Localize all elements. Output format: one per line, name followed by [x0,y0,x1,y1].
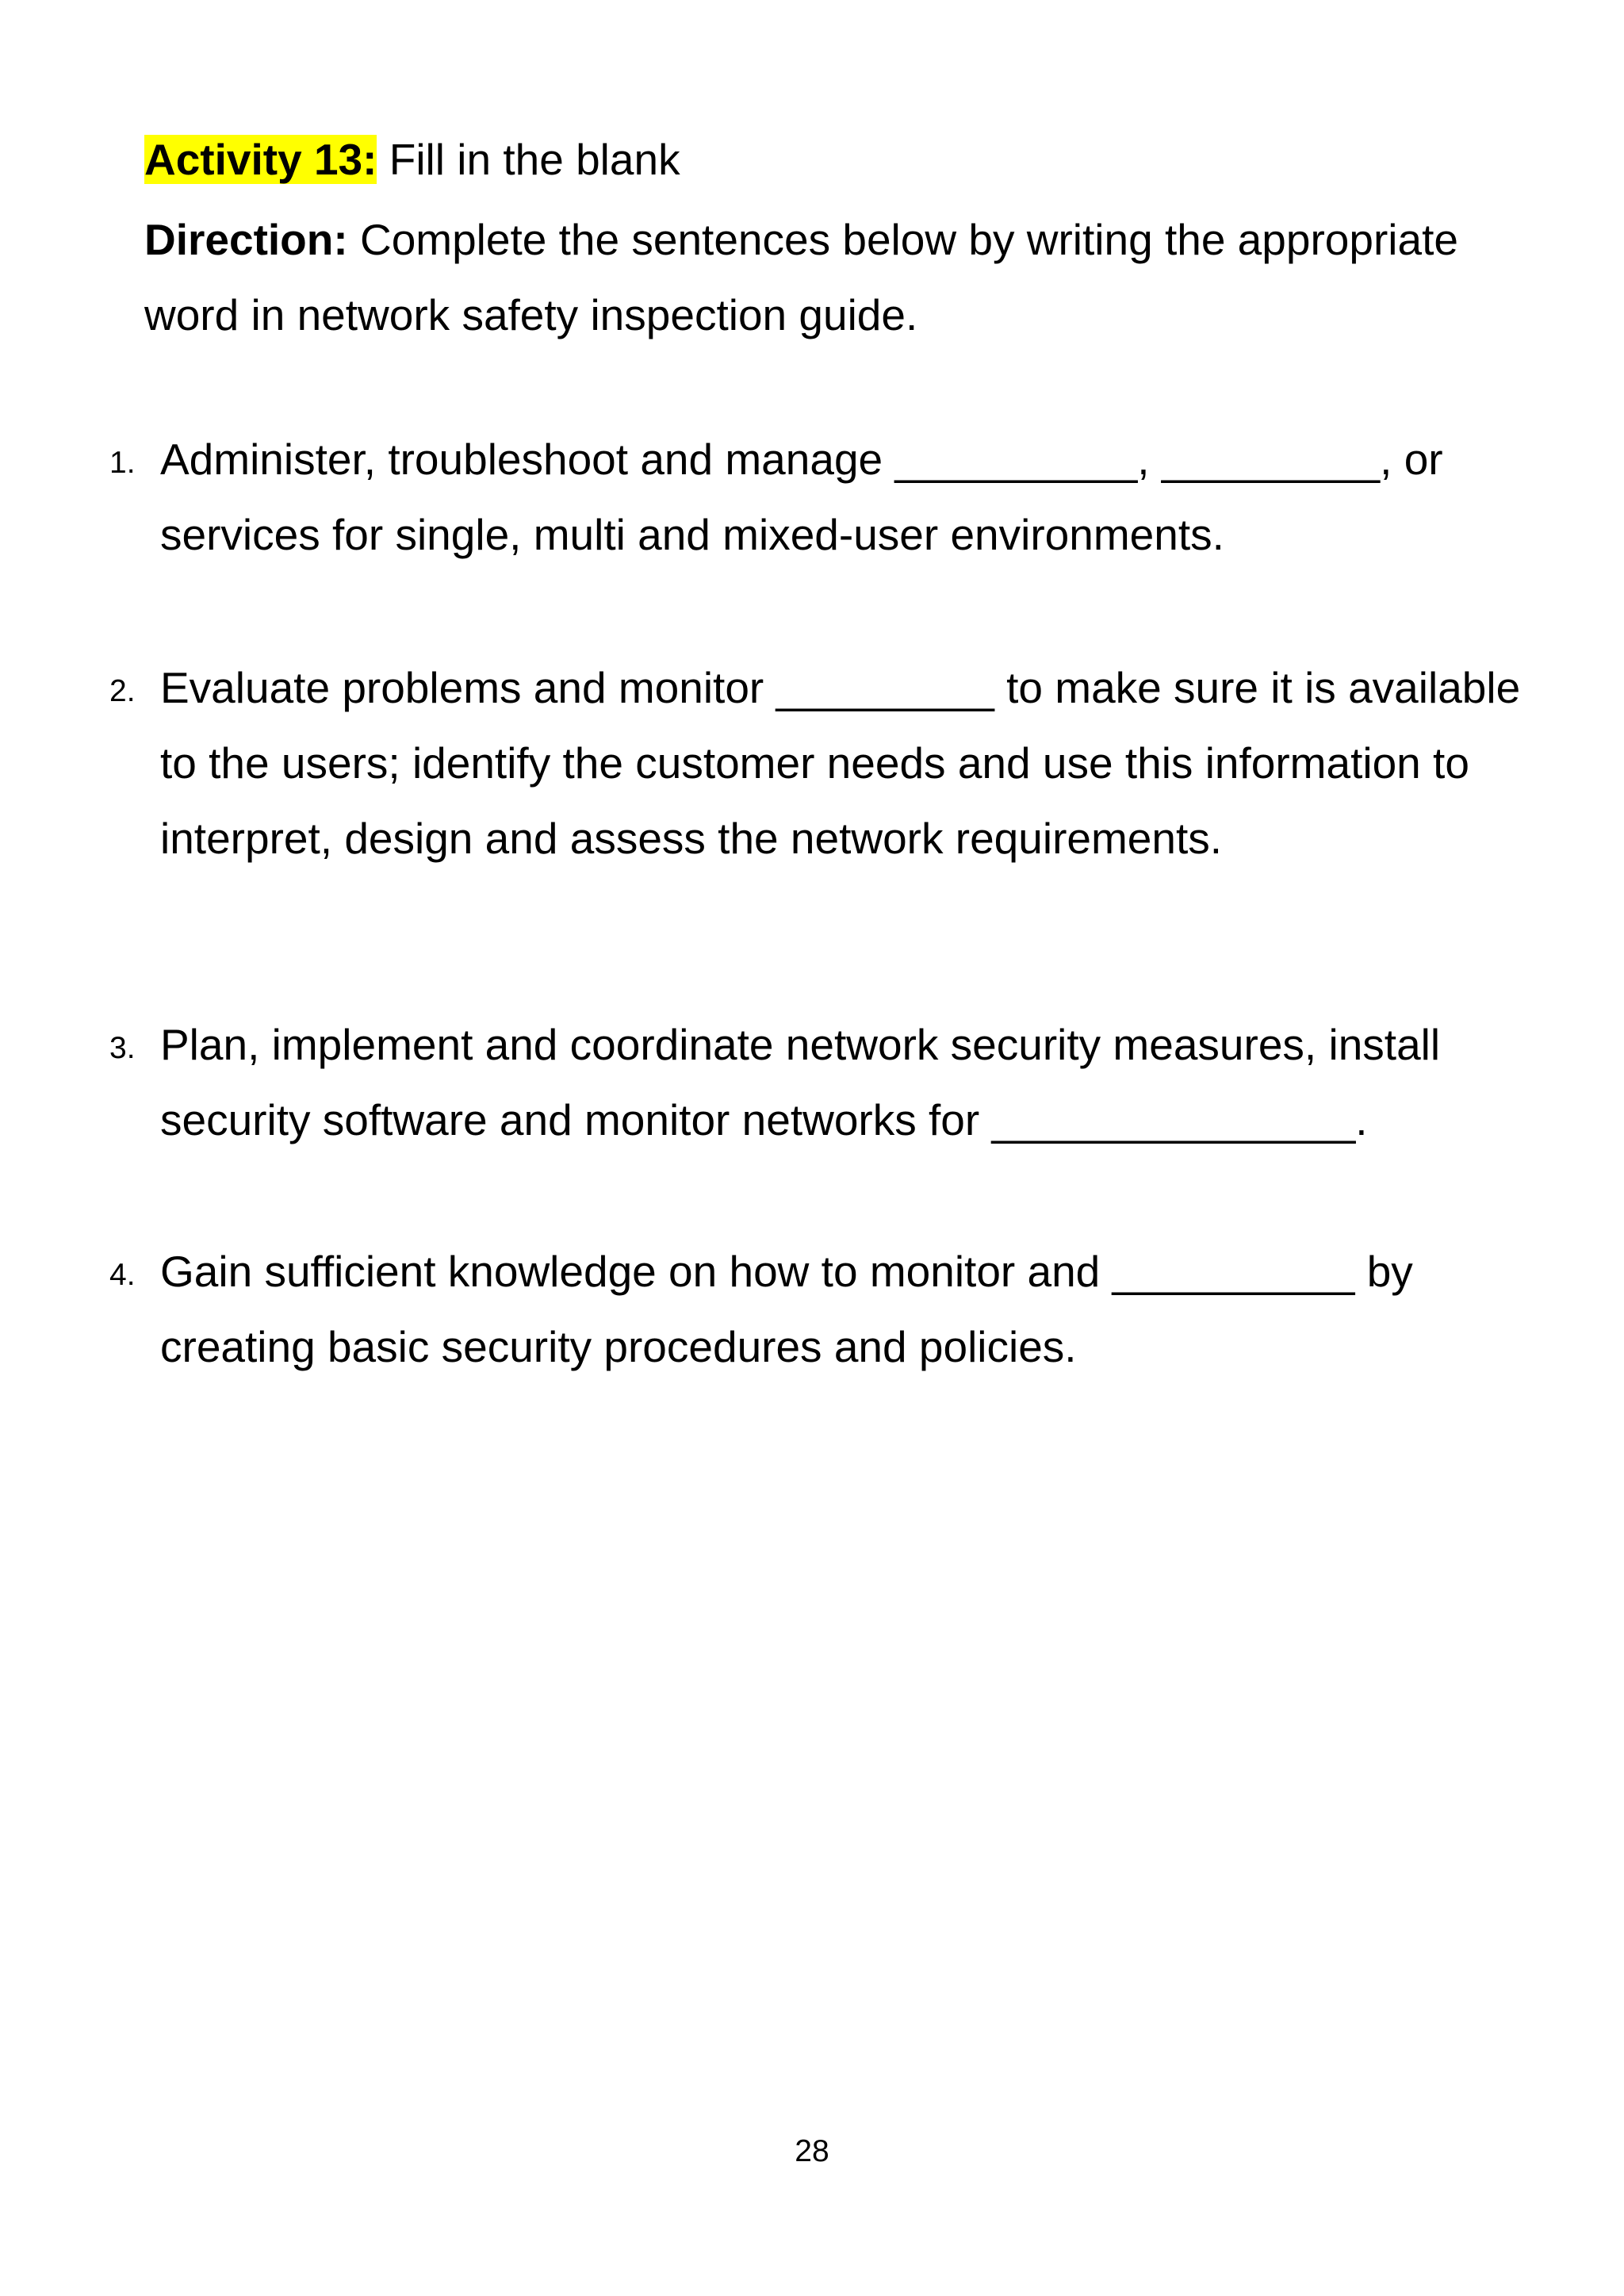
direction-text: Complete the sentences below by writing the appropriate word in network safety inspection guide. [144,215,1458,339]
activity-label: Activity 13: [144,135,377,184]
list-item-text: Gain sufficient knowledge on how to monitor and __________ by creating basic security procedures and policies. [160,1247,1413,1371]
list-item-number: 1. [109,446,136,480]
direction-paragraph [144,202,1540,353]
list-item-text: Plan, implement and coordinate network security measures, install security software and monitor networks for _______________. [160,1020,1441,1144]
activity-heading [144,131,680,188]
list-item-text: Administer, troubleshoot and manage __________, _________, or services for single, multi and mixed-user environments. [160,435,1443,559]
list-item-number: 3. [109,1031,136,1065]
list-item-text: Evaluate problems and monitor _________ to make sure it is available to the users; identify the customer needs and use this information to interpret, design and assess the network requirements. [160,663,1521,863]
direction-label: Direction: [144,215,348,264]
list-item-number: 2. [109,674,136,708]
activity-title: Fill in the blank [377,135,680,184]
page-number: 28 [795,2134,829,2168]
list-item-number: 4. [109,1258,136,1292]
